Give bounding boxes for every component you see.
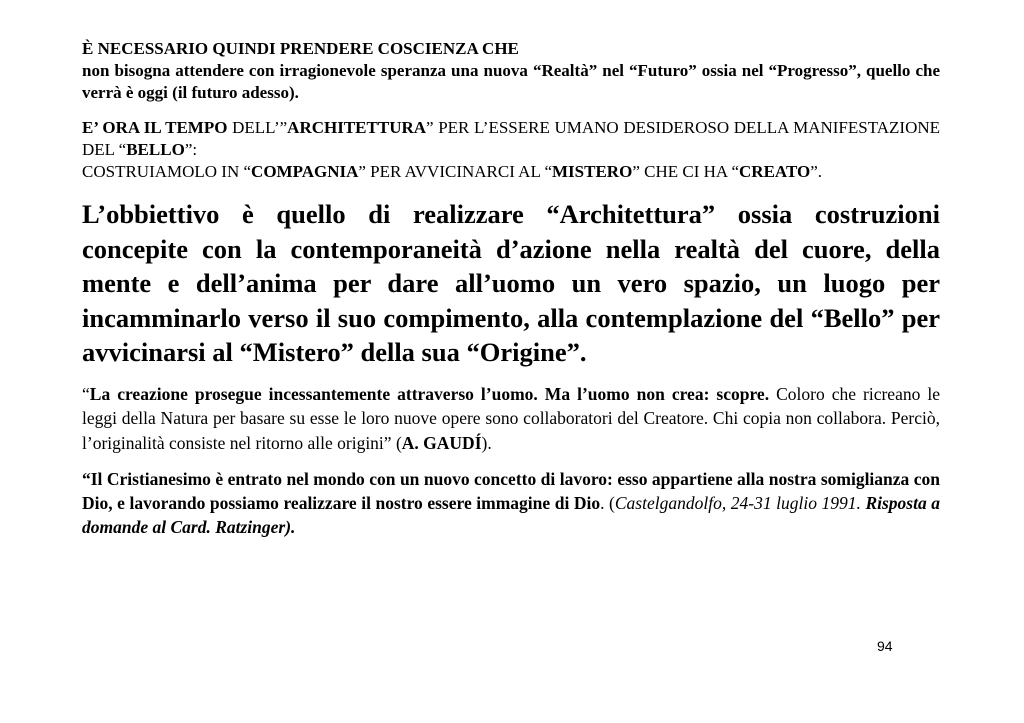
architecture-text-2: ” PER L’ESSERE UMANO DESIDEROSO DELLA MANIFESTAZIONE DEL “ [82, 118, 941, 159]
build-text-1: COSTRUIAMOLO IN “ [82, 162, 252, 181]
architecture-text-1: DELL’” [227, 118, 288, 137]
objective-paragraph: L’obbiettivo è quello di realizzare “Architettura” ossia costruzioni concepite con la contemporaneità d’azione nella realtà del cuore, della mente e dell’anima per dare all’uomo un vero spazio, un luogo per incamminarlo verso il suo compimento, alla contemplazione del “Bello” per avvicinarsi al “Mistero” della sua “Origine”. [82, 199, 940, 367]
gaudi-close: ). [481, 432, 492, 453]
page-number: 94 [877, 638, 893, 654]
gaudi-quote-text [82, 382, 940, 456]
gaudi-author: A. GAUDÍ [401, 432, 482, 453]
architecture-text-3: ”: [184, 140, 198, 159]
christianity-quote-text [82, 467, 940, 539]
christianity-quote [82, 467, 940, 539]
architecture-line-1 [82, 117, 940, 161]
christianity-separator: . ( [600, 493, 615, 513]
build-bold-2: MISTERO [552, 162, 633, 181]
christianity-source-title: Risposta a domande al Card. Ratzinger). [82, 493, 941, 537]
gaudi-plain-text: Coloro che ricreano le leggi della Natura per basare su esse le loro nuove opere sono collaboratori del Creatore. Chi copia non collabora. Perciò, l’originalità consiste nel ritorno alle origini” ( [82, 383, 940, 453]
gaudi-quote [82, 382, 940, 456]
build-text-2: ” PER AVVICINARCI AL “ [358, 162, 553, 181]
build-text-3: ” CHE CI HA “ [632, 162, 740, 181]
christianity-source-place: Castelgandolfo, 24-31 luglio 1991. [614, 493, 861, 513]
intro-heading: È NECESSARIO QUINDI PRENDERE COSCIENZA CHE [82, 39, 519, 58]
gaudi-bold-text: La creazione prosegue incessantemente attraverso l’uomo. Ma l’uomo non crea: scopre. [89, 383, 770, 404]
architecture-bold-1: E’ ORA IL TEMPO [82, 118, 228, 137]
architecture-bold-2: ARCHITETTURA [287, 118, 427, 137]
christianity-bold-text: “Il Cristianesimo è entrato nel mondo con un nuovo concetto di lavoro: esso appartiene alla nostra somiglianza con Dio, e lavorando possiamo realizzare il nostro essere immagine di Dio [82, 469, 940, 513]
architecture-paragraph [82, 117, 940, 183]
build-text-4: ”. [810, 162, 822, 181]
build-bold-3: CREATO [739, 162, 811, 181]
architecture-line-2 [82, 161, 940, 183]
intro-text: non bisogna attendere con irragionevole speranza una nuova “Realtà” nel “Futuro” ossia nel “Progresso”, quello che verrà è oggi (il futuro adesso). [82, 61, 940, 102]
architecture-bold-3: BELLO [126, 140, 185, 159]
intro-paragraph [82, 38, 940, 104]
build-bold-1: COMPAGNIA [251, 162, 359, 181]
gaudi-open-quote: “ [82, 383, 90, 404]
document-page [82, 38, 940, 539]
